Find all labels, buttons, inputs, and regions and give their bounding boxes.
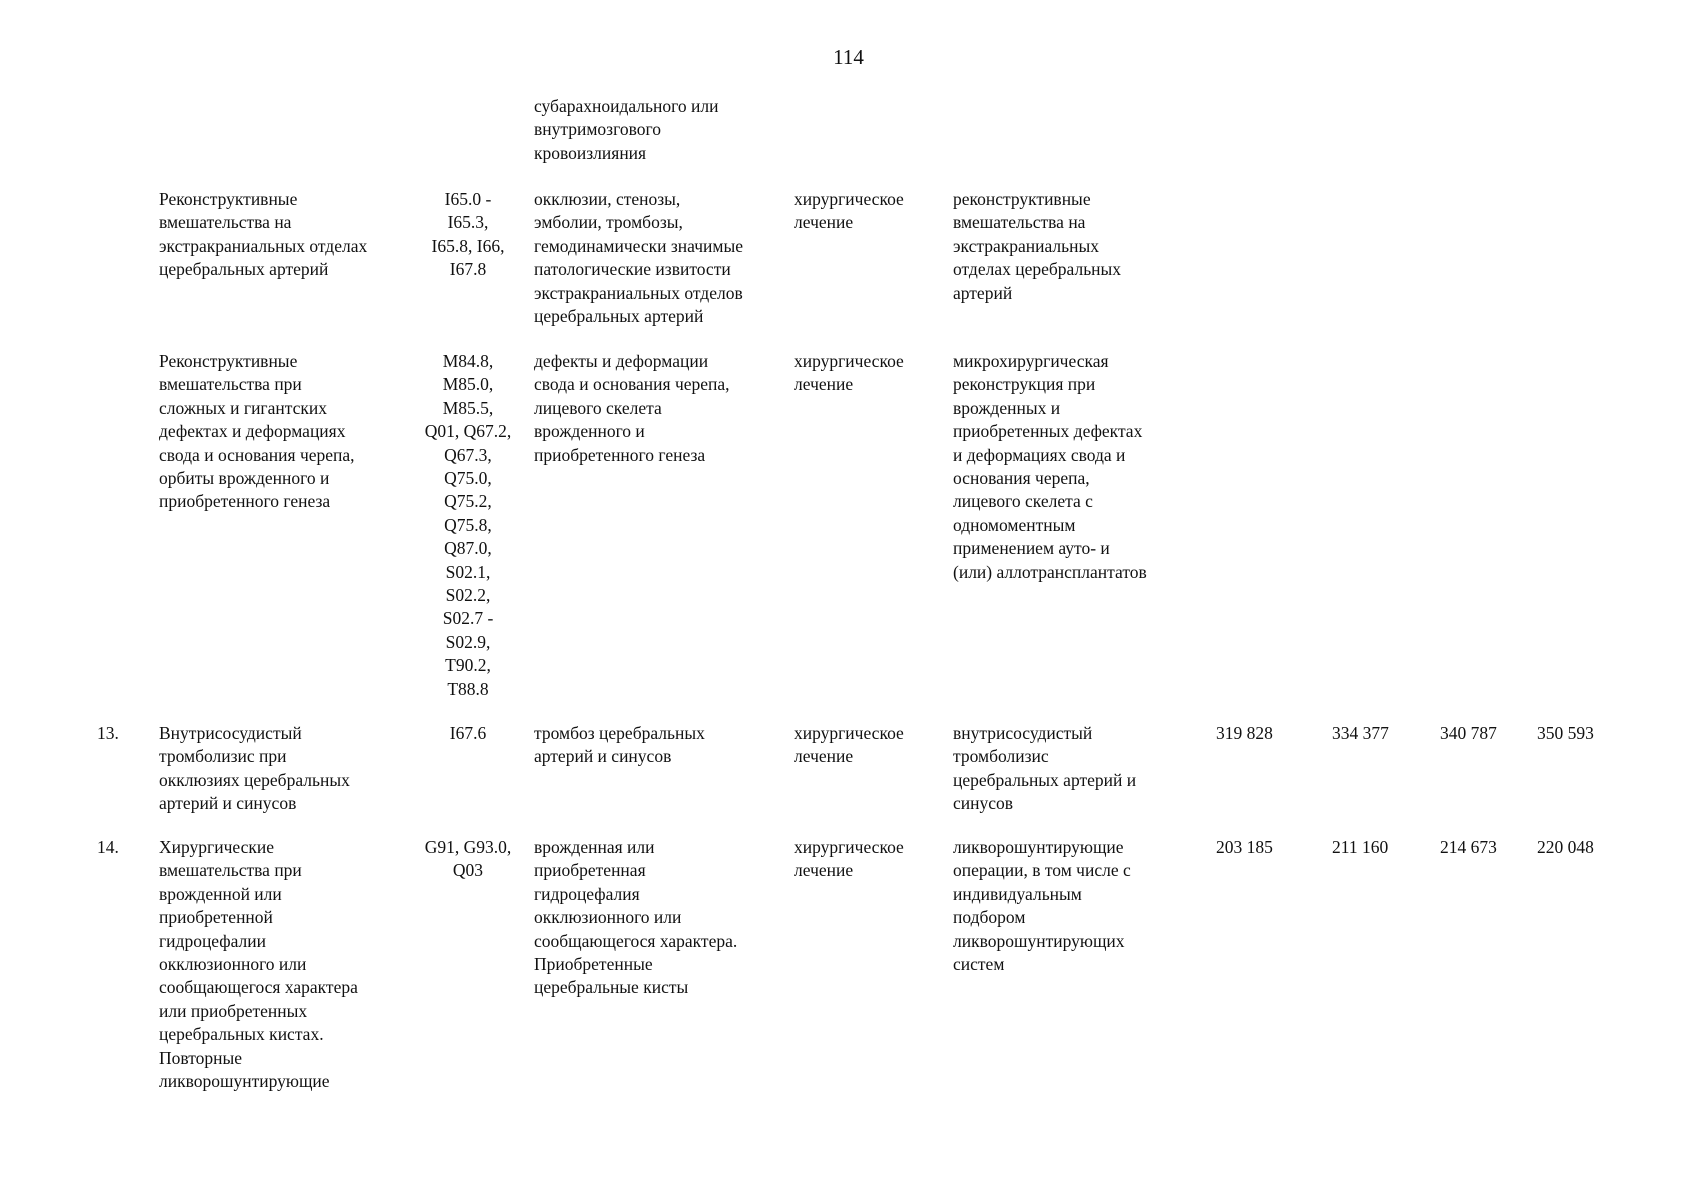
intervention-name: Хирургические вмешательства при врожденной или приобретенной гидроцефалии окклюзионного или сообщающегося характера или приобретенных церебральных кистах. Повторные ликворошунтирующие [159,837,358,1092]
icd-codes: M84.8, M85.0, M85.5, Q01, Q67.2, Q67.3, Q75.0, Q75.2, Q75.8, Q87.0, S02.1, S02.2, S02.7 - S02.9, T90.2, T88.8 [424,351,512,699]
row-number: 14. [97,837,119,857]
diagnosis: тромбоз церебральных артерий и синусов [534,723,705,767]
intervention-name: Внутрисосудистый тромболизис при окклюзиях церебральных артерий и синусов [159,723,350,814]
continued-diagnosis: субарахноидального или внутримозгового кровоизлияния [534,96,719,163]
treatment-method: микрохирургическая реконструкция при врожденных и приобретенных дефектах и деформациях свода и основания черепа, лицевого скелета с одномоментным применением ауто- и (или) аллотрансплантатов [953,351,1147,582]
price-value: 220 048 [1537,837,1594,857]
icd-codes: I65.0 - I65.3, I65.8, I66, I67.8 [431,189,505,280]
price-value: 203 185 [1216,837,1273,857]
price-value: 214 673 [1440,837,1497,857]
treatment-type: хирургическое лечение [794,723,904,767]
treatment-method: ликворошунтирующие операции, в том числе с индивидуальным подбором ликворошунтирующих систем [953,837,1131,975]
icd-codes: I67.6 [449,723,487,743]
price-value: 319 828 [1216,723,1273,743]
treatment-type: хирургическое лечение [794,189,904,233]
page-number: 114 [833,45,864,69]
diagnosis: врожденная или приобретенная гидроцефалия окклюзионного или сообщающегося характера. Приобретенные церебральные кисты [534,837,738,998]
diagnosis: дефекты и деформации свода и основания черепа, лицевого скелета врожденного и приобретенного генеза [534,351,730,465]
treatment-method: внутрисосудистый тромболизис церебральных артерий и синусов [953,723,1137,814]
treatment-type: хирургическое лечение [794,351,904,395]
intervention-name: Реконструктивные вмешательства при сложных и гигантских дефектах и деформациях свода и основания черепа, орбиты врожденного и приобретенного генеза [159,351,355,512]
treatment-type: хирургическое лечение [794,837,904,881]
price-value: 334 377 [1332,723,1389,743]
price-value: 211 160 [1332,837,1389,857]
diagnosis: окклюзии, стенозы, эмболии, тромбозы, гемодинамически значимые патологические извитости экстракраниальных отделов церебральных артерий [534,189,744,327]
intervention-name: Реконструктивные вмешательства на экстракраниальных отделах церебральных артерий [159,189,368,280]
price-value: 340 787 [1440,723,1497,743]
treatment-method: реконструктивные вмешательства на экстракраниальных отделах церебральных артерий [953,189,1122,303]
price-value: 350 593 [1537,723,1594,743]
row-number: 13. [97,723,119,743]
icd-codes: G91, G93.0, Q03 [424,837,512,881]
